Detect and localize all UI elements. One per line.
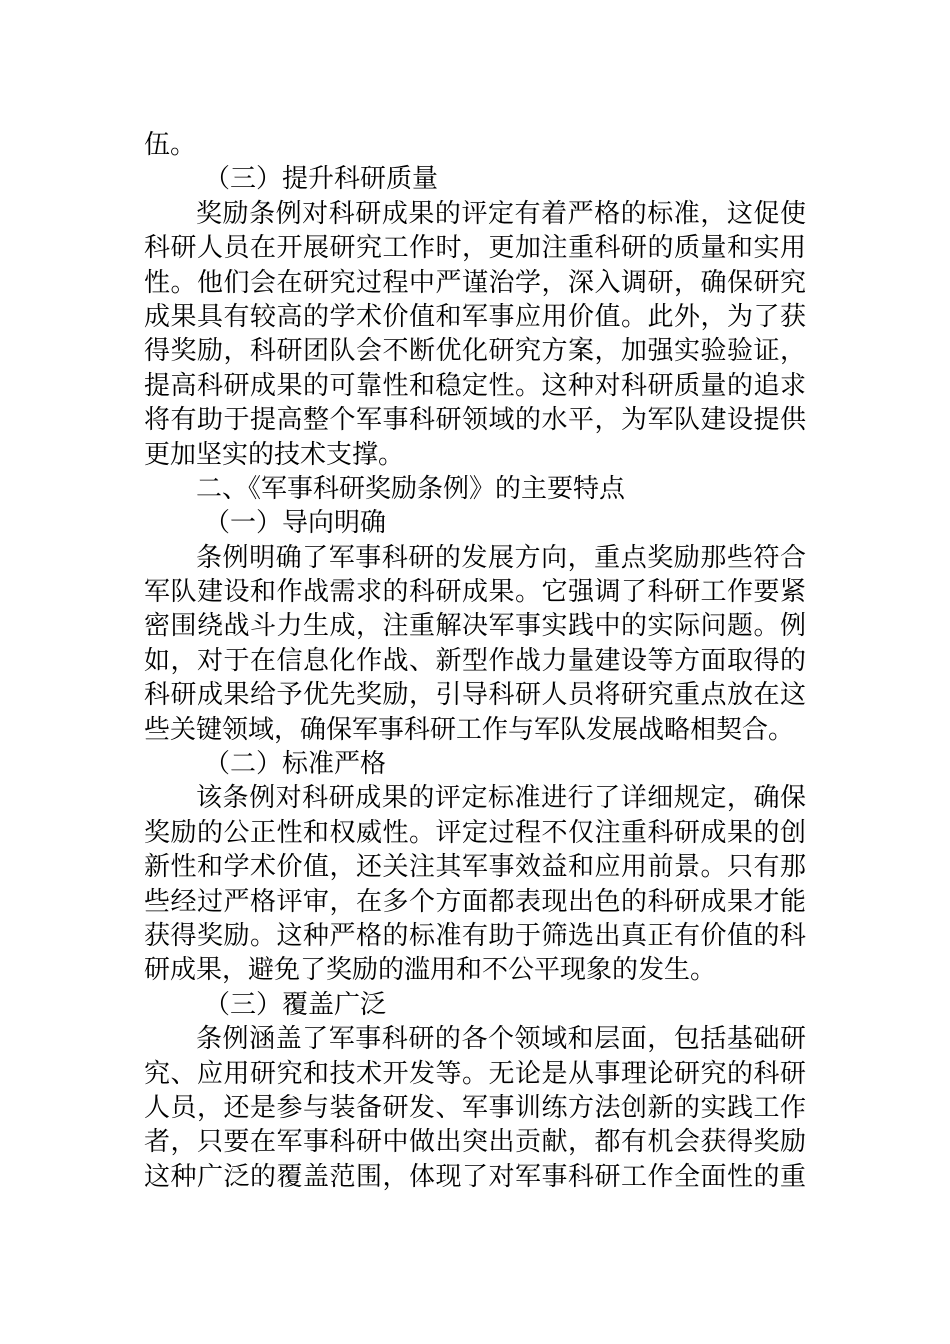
- paragraph: [144, 128, 806, 162]
- heading-text: 二、《军事科研奖励条例》的主要特点: [196, 473, 626, 504]
- paragraph-line: 奖励的公正性和权威性。评定过程不仅注重科研成果的创: [144, 817, 806, 848]
- heading-text: （一）导向明确: [204, 508, 387, 539]
- paragraph-line: 些经过严格评审，在多个方面都表现出色的科研成果才能: [144, 886, 806, 917]
- paragraph-line: 这种广泛的覆盖范围，体现了对军事科研工作全面性的重: [144, 1161, 806, 1192]
- paragraph-line: 更加坚实的技术支撑。: [144, 439, 405, 470]
- document-body: [144, 128, 806, 1194]
- paragraph-line: 条例明确了军事科研的发展方向，重点奖励那些符合: [196, 542, 806, 573]
- paragraph-line: 成果具有较高的学术价值和军事应用价值。此外，为了获: [144, 301, 806, 332]
- paragraph-line: 密围绕战斗力生成，注重解决军事实践中的实际问题。例: [144, 611, 806, 642]
- paragraph-line: 提高科研成果的可靠性和稳定性。这种对科研质量的追求: [144, 370, 806, 401]
- paragraph-line: 者，只要在军事科研中做出突出贡献，都有机会获得奖励: [144, 1127, 806, 1158]
- paragraph-line: 究、应用研究和技术开发等。无论是从事理论研究的科研: [144, 1058, 806, 1089]
- paragraph: [144, 781, 806, 987]
- paragraph-line: 如，对于在信息化作战、新型作战力量建设等方面取得的: [144, 645, 806, 676]
- paragraph-line: 人员，还是参与装备研发、军事训练方法创新的实践工作: [144, 1092, 806, 1123]
- paragraph-line: 伍。: [144, 130, 197, 160]
- paragraph-line: 条例涵盖了军事科研的各个领域和层面，包括基础研: [196, 1024, 806, 1055]
- paragraph: [144, 541, 806, 747]
- subsection-heading: [144, 747, 806, 781]
- paragraph-line: 军队建设和作战需求的科研成果。它强调了科研工作要紧: [144, 577, 806, 608]
- heading-text: （三）覆盖广泛: [204, 989, 387, 1020]
- paragraph-line: 奖励条例对科研成果的评定有着严格的标准，这促使: [196, 198, 806, 229]
- paragraph-line: 些关键领域，确保军事科研工作与军队发展战略相契合。: [144, 714, 795, 745]
- section-heading: [144, 472, 806, 506]
- paragraph-line: 将有助于提高整个军事科研领域的水平，为军队建设提供: [144, 405, 806, 436]
- subsection-heading: [144, 988, 806, 1022]
- paragraph-line: 性。他们会在研究过程中严谨治学，深入调研，确保研究: [144, 267, 806, 298]
- paragraph-line: 得奖励，科研团队会不断优化研究方案，加强实验验证，: [144, 336, 806, 367]
- paragraph: [144, 197, 806, 472]
- paragraph-line: 该条例对科研成果的评定标准进行了详细规定，确保: [196, 783, 806, 814]
- paragraph-line: 新性和学术价值，还关注其军事效益和应用前景。只有那: [144, 852, 806, 883]
- paragraph-line: 科研人员在开展研究工作时，更加注重科研的质量和实用: [144, 233, 806, 264]
- paragraph-line: 研成果，避免了奖励的滥用和不公平现象的发生。: [144, 955, 717, 986]
- paragraph-line: 获得奖励。这种严格的标准有助于筛选出真正有价值的科: [144, 920, 806, 951]
- heading-text: （三）提升科研质量: [204, 164, 439, 195]
- heading-text: （二）标准严格: [204, 749, 387, 780]
- paragraph-line: 科研成果给予优先奖励，引导科研人员将研究重点放在这: [144, 680, 806, 711]
- subsection-heading: [144, 162, 806, 196]
- subsection-heading: [144, 506, 806, 540]
- paragraph: [144, 1022, 806, 1194]
